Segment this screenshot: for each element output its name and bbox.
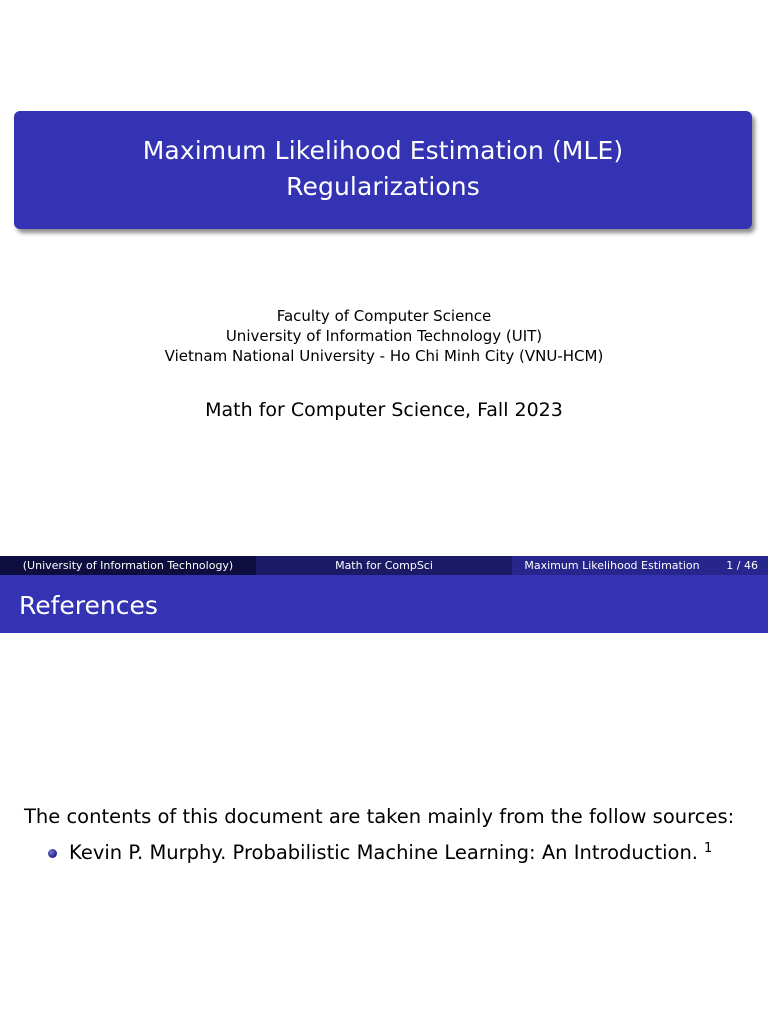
title-box: [14, 111, 752, 229]
slide-title: Maximum Likelihood Estimation (MLE): [142, 136, 624, 165]
reference-text: Kevin P. Murphy. Probabilistic Machine Learning: An Introduction.: [69, 841, 699, 864]
footer-short-course: Math for CompSci: [256, 556, 512, 575]
slide-footer: [0, 556, 768, 575]
affiliation-line-university: University of Information Technology (UIT): [225, 327, 543, 345]
bullet-icon: [48, 849, 57, 858]
footer-right-segment: [512, 556, 768, 575]
affiliation-line-national-university: Vietnam National University - Ho Chi Minh City (VNU-HCM): [164, 347, 604, 365]
frame-title: References: [19, 591, 158, 620]
slide-subtitle: Regularizations: [286, 172, 480, 201]
list-item: [48, 839, 758, 867]
course-date: Math for Computer Science, Fall 2023: [205, 399, 563, 421]
footer-short-title: Maximum Likelihood Estimation: [524, 559, 700, 572]
footer-institution: (University of Information Technology): [0, 556, 256, 575]
affiliation-block: [0, 306, 768, 366]
references-intro: The contents of this document are taken mainly from the follow sources:: [24, 805, 735, 828]
footnote-marker[interactable]: 1: [704, 841, 713, 856]
frame-title-bar: [0, 575, 768, 633]
affiliation-line-faculty: Faculty of Computer Science: [276, 307, 492, 325]
footer-page-number: 1 / 46: [726, 559, 758, 572]
